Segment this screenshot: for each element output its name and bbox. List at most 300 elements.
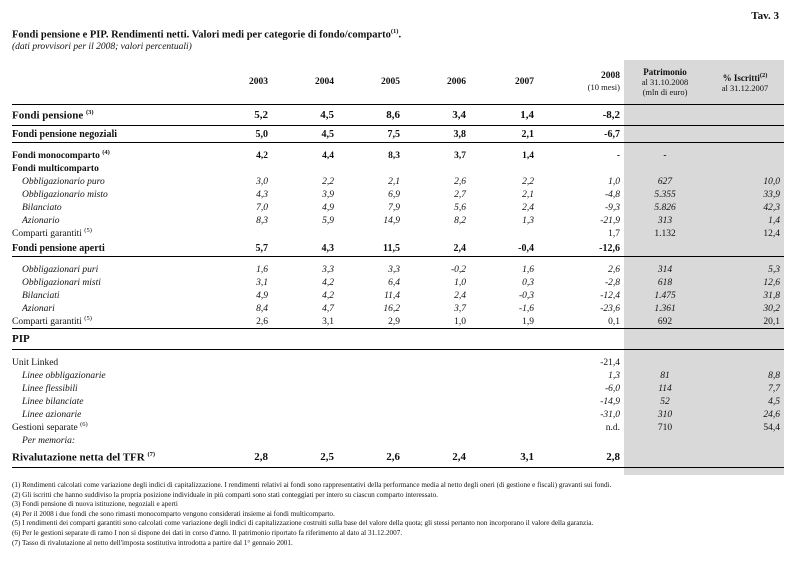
table-cell: -1,6 xyxy=(518,303,534,314)
table-row xyxy=(12,421,784,434)
footnote-ref: (5) xyxy=(84,227,92,235)
table-cell: 2,4 xyxy=(404,240,470,257)
row-label-text: Obbligazionari misti xyxy=(22,277,101,288)
table-cell: 4,5 xyxy=(272,126,338,143)
footnote: (1) Rendimenti calcolati come variazione degli indici di capitalizzazione. I rendimenti relativi ai fondi sono rappresentativi della performance media al netto degli oneri (di gestione e fiscali) gravanti sui fondi. xyxy=(12,481,612,489)
table-cell xyxy=(470,408,538,421)
table-cell xyxy=(272,227,338,240)
table-cell: 692 xyxy=(624,315,706,329)
table-row xyxy=(12,149,784,162)
row-label xyxy=(12,263,202,276)
table-cell: 1,3 xyxy=(608,370,620,381)
table-cell xyxy=(404,356,470,369)
table-row xyxy=(12,382,784,395)
footnote: (7) Tasso di rivalutazione al netto dell'imposta sostitutiva introdotta a partire dal 1° gennaio 2001. xyxy=(12,538,293,547)
table-cell xyxy=(470,421,538,434)
table-cell: 2,6 xyxy=(454,176,466,187)
table-cell: 710 xyxy=(657,422,673,433)
table-cell: 2,4 xyxy=(454,290,466,301)
row-label-text: Comparti garantiti xyxy=(12,317,82,328)
footnotes xyxy=(12,481,792,548)
table-cell: -9,3 xyxy=(604,202,620,213)
table-cell: 1,4 xyxy=(522,150,534,161)
table-cell xyxy=(202,434,272,447)
table-cell: 16,2 xyxy=(383,303,400,314)
table-cell xyxy=(338,382,404,395)
table-cell: 3,1 xyxy=(256,277,268,288)
table-cell xyxy=(202,162,272,175)
row-label xyxy=(12,395,202,408)
row-label xyxy=(12,421,202,434)
table-cell xyxy=(470,395,538,408)
row-label-text: Azionari xyxy=(22,303,55,314)
table-cell: 54,4 xyxy=(763,422,780,433)
returns-table xyxy=(12,60,784,468)
table-cell: -6,0 xyxy=(604,383,620,394)
table-cell: 314 xyxy=(657,264,673,275)
table-cell xyxy=(272,329,338,350)
table-row xyxy=(12,105,784,126)
table-cell: 3,3 xyxy=(388,264,400,275)
table-cell: 1,6 xyxy=(522,264,534,275)
table-cell xyxy=(202,369,272,382)
table-row xyxy=(12,175,784,188)
table-row xyxy=(12,214,784,227)
footnote: (5) I rendimenti dei comparti garantiti sono calcolati come variazione degli indici di capitalizzazione costruiti sulla base del valore della quota; gli stessi pertanto non incorporano il valore della garanzia. xyxy=(12,519,594,528)
table-cell: 3,1 xyxy=(470,447,538,468)
table-cell: 5,7 xyxy=(202,240,272,257)
table-row xyxy=(12,227,784,240)
table-cell: 12,4 xyxy=(763,228,780,239)
table-cell: 2,8 xyxy=(538,447,624,468)
table-cell: -0,2 xyxy=(450,264,466,275)
header-2004: 2004 xyxy=(272,60,338,105)
table-cell: 1.132 xyxy=(654,228,676,239)
footnote-ref: (5) xyxy=(84,315,92,323)
table-cell: 2,5 xyxy=(272,447,338,468)
table-cell: 2,7 xyxy=(454,189,466,200)
table-cell: 4,2 xyxy=(256,150,268,161)
table-cell: 1.361 xyxy=(654,303,676,314)
header-patrimonio-unit: (mln di euro) xyxy=(642,87,688,97)
table-cell xyxy=(706,126,784,143)
row-label xyxy=(12,315,202,329)
table-row xyxy=(12,162,784,175)
table-cell xyxy=(706,434,784,447)
row-label-text: Gestioni separate xyxy=(12,423,78,434)
table-cell: 2,1 xyxy=(522,189,534,200)
table-row xyxy=(12,240,784,257)
table-cell xyxy=(706,240,784,257)
row-label-text: PIP xyxy=(12,333,30,345)
table-cell: 11,5 xyxy=(338,240,404,257)
table-row xyxy=(12,408,784,421)
table-cell: 1,0 xyxy=(608,176,620,187)
row-label-text: Linee obbligazionarie xyxy=(22,370,106,381)
table-cell: 2,6 xyxy=(338,447,404,468)
table-cell: 1,4 xyxy=(470,105,538,126)
table-cell xyxy=(624,162,706,175)
table-cell xyxy=(624,126,706,143)
table-cell xyxy=(470,369,538,382)
table-cell: -12,6 xyxy=(538,240,624,257)
table-cell: 4,9 xyxy=(322,202,334,213)
table-cell: 5.826 xyxy=(654,202,676,213)
table-cell: 11,4 xyxy=(384,290,400,301)
table-cell xyxy=(470,356,538,369)
footnote: (2) Gli iscritti che hanno suddiviso la propria posizione individuale in più comparti sono stati conteggiati per intero su ciascun comparto interessato. xyxy=(12,490,438,499)
table-cell xyxy=(202,408,272,421)
table-cell: 2,8 xyxy=(202,447,272,468)
row-label-text: Comparti garantiti xyxy=(12,229,82,240)
row-label-text: Obbligazionario misto xyxy=(22,189,108,200)
header-2003: 2003 xyxy=(202,60,272,105)
table-cell: 313 xyxy=(657,215,673,226)
table-cell: 52 xyxy=(660,396,670,407)
table-cell xyxy=(538,329,624,350)
table-cell: 1,9 xyxy=(470,315,538,329)
table-cell xyxy=(624,105,706,126)
table-row xyxy=(12,434,784,447)
table-cell xyxy=(202,395,272,408)
table-cell: 2,2 xyxy=(322,176,334,187)
header-2008 xyxy=(538,60,624,105)
table-row xyxy=(12,369,784,382)
table-cell: 1,7 xyxy=(608,228,620,239)
table-cell xyxy=(706,329,784,350)
table-cell: 14,9 xyxy=(383,215,400,226)
table-cell: 4,3 xyxy=(272,240,338,257)
table-cell xyxy=(706,105,784,126)
table-cell: 5.355 xyxy=(654,189,676,200)
table-cell: 3,7 xyxy=(454,150,466,161)
table-cell: -31,0 xyxy=(600,409,620,420)
table-cell: - xyxy=(616,150,620,161)
row-label-text: Linee flessibili xyxy=(22,383,78,394)
table-cell xyxy=(272,408,338,421)
table-cell xyxy=(202,329,272,350)
table-cell: 8,4 xyxy=(256,303,268,314)
table-cell: 627 xyxy=(657,176,673,187)
table-cell: 20,1 xyxy=(706,315,784,329)
table-cell xyxy=(338,356,404,369)
table-cell: 8,2 xyxy=(454,215,466,226)
table-cell: 7,5 xyxy=(338,126,404,143)
table-cell: 3,0 xyxy=(256,176,268,187)
table-cell xyxy=(202,382,272,395)
row-label xyxy=(12,105,202,126)
row-label-text: Obbligazionari puri xyxy=(22,264,99,275)
table-cell: 2,6 xyxy=(608,264,620,275)
table-cell: 7,0 xyxy=(256,202,268,213)
table-cell: 1,0 xyxy=(454,277,466,288)
table-cell xyxy=(202,356,272,369)
table-row xyxy=(12,302,784,315)
row-label xyxy=(12,162,202,175)
table-cell: 3,9 xyxy=(322,189,334,200)
row-label-text: Fondi pensione negoziali xyxy=(12,128,118,140)
table-cell xyxy=(624,356,706,369)
table-cell xyxy=(404,162,470,175)
table-cell: 42,3 xyxy=(763,202,780,213)
table-row xyxy=(12,356,784,369)
table-row xyxy=(12,289,784,302)
table-cell: -8,2 xyxy=(538,105,624,126)
row-label xyxy=(12,382,202,395)
table-cell xyxy=(338,421,404,434)
table-cell xyxy=(404,369,470,382)
table-cell xyxy=(624,447,706,468)
row-label-text: Obbligazionario puro xyxy=(22,176,105,187)
table-cell: 2,6 xyxy=(202,315,272,329)
footnote: (4) Per il 2008 i due fondi che sono rimasti monocomparto vengono considerati insieme ai fondi multicomparto. xyxy=(12,509,335,518)
title-end: . xyxy=(398,29,402,41)
table-cell xyxy=(706,149,784,162)
row-label xyxy=(12,447,202,468)
row-label xyxy=(12,188,202,201)
header-2005: 2005 xyxy=(338,60,404,105)
table-cell: -0,3 xyxy=(518,290,534,301)
header-iscritti xyxy=(706,60,784,105)
row-label xyxy=(12,329,202,350)
row-label-text: Per memoria: xyxy=(22,435,76,446)
header-iscritti-title: % Iscritti xyxy=(722,73,760,83)
table-cell: 114 xyxy=(658,383,672,394)
row-label-text: Fondi pensione xyxy=(12,109,84,122)
header-row xyxy=(12,60,784,105)
header-2007: 2007 xyxy=(470,60,538,105)
table-cell: 2,4 xyxy=(522,202,534,213)
table-cell xyxy=(470,434,538,447)
table-cell: -4,8 xyxy=(604,189,620,200)
table-cell xyxy=(404,395,470,408)
table-cell: 7,7 xyxy=(768,383,780,394)
table-title xyxy=(12,28,401,41)
header-patrimonio-date: al 31.10.2008 xyxy=(641,77,689,87)
table-cell: 4,5 xyxy=(272,105,338,126)
title-text: Fondi pensione e PIP. Rendimenti netti. Valori medi per categorie di fondo/comparto xyxy=(12,29,391,41)
table-cell xyxy=(706,356,784,369)
table-row xyxy=(12,447,784,468)
title-footnote-ref: (1) xyxy=(390,28,399,35)
table-cell: 8,3 xyxy=(256,215,268,226)
table-body xyxy=(12,105,784,468)
row-label-text: Fondi pensione aperti xyxy=(12,242,105,254)
table-cell: 5,2 xyxy=(202,105,272,126)
table-cell: 5,6 xyxy=(454,202,466,213)
row-label xyxy=(12,201,202,214)
header-2008-sub: (10 mesi) xyxy=(587,82,620,92)
table-cell xyxy=(272,162,338,175)
row-label-text: Linee azionarie xyxy=(22,409,82,420)
table-cell xyxy=(338,329,404,350)
row-label xyxy=(12,214,202,227)
table-cell: 4,9 xyxy=(256,290,268,301)
footnote-ref: (7) xyxy=(147,450,156,458)
row-label xyxy=(12,227,202,240)
table-cell xyxy=(338,162,404,175)
table-cell xyxy=(706,162,784,175)
table-subtitle: (dati provvisori per il 2008; valori percentuali) xyxy=(12,42,192,52)
table-cell: 2,1 xyxy=(470,126,538,143)
table-cell: 1.475 xyxy=(654,290,676,301)
table-cell xyxy=(338,395,404,408)
table-cell: 0,1 xyxy=(538,315,624,329)
table-cell: -14,9 xyxy=(600,396,620,407)
table-cell xyxy=(272,382,338,395)
table-cell xyxy=(202,227,272,240)
table-cell: 8,3 xyxy=(388,150,400,161)
table-row xyxy=(12,126,784,143)
table-cell xyxy=(624,434,706,447)
row-label xyxy=(12,126,202,143)
row-label xyxy=(12,149,202,162)
table-row xyxy=(12,263,784,276)
table-cell: 3,1 xyxy=(272,315,338,329)
table-cell: 4,7 xyxy=(322,303,334,314)
row-label-text: Linee bilanciate xyxy=(22,396,84,407)
row-label-text: Fondi multicomparto xyxy=(12,163,99,174)
table-cell: n.d. xyxy=(605,422,620,433)
table-row xyxy=(12,201,784,214)
row-label xyxy=(12,289,202,302)
table-cell: 618 xyxy=(657,277,673,288)
table-cell xyxy=(538,434,624,447)
table-row xyxy=(12,276,784,289)
table-cell: 310 xyxy=(657,409,673,420)
table-number: Tav. 3 xyxy=(751,10,779,22)
table-cell: 4,2 xyxy=(322,290,334,301)
table-cell xyxy=(338,369,404,382)
table-cell xyxy=(470,227,538,240)
table-cell: 33,9 xyxy=(763,189,780,200)
row-label xyxy=(12,434,202,447)
table-cell xyxy=(338,408,404,421)
row-label xyxy=(12,276,202,289)
table-cell xyxy=(404,382,470,395)
table-cell xyxy=(404,329,470,350)
table-cell: 4,5 xyxy=(768,396,780,407)
footnote-ref: (6) xyxy=(80,421,88,429)
table-cell xyxy=(272,434,338,447)
table-cell xyxy=(202,421,272,434)
table-row xyxy=(12,329,784,350)
table-cell: -12,4 xyxy=(600,290,620,301)
row-label-text: Azionario xyxy=(22,215,60,226)
header-2006: 2006 xyxy=(404,60,470,105)
table-cell: 6,4 xyxy=(388,277,400,288)
table-cell xyxy=(272,421,338,434)
header-2008-year: 2008 xyxy=(601,71,620,81)
table-cell: 3,7 xyxy=(454,303,466,314)
header-patrimonio-title: Patrimonio xyxy=(643,67,687,77)
row-label-text: Fondi monocomparto xyxy=(12,151,100,162)
table-cell: 1,0 xyxy=(404,315,470,329)
table-cell: -6,7 xyxy=(538,126,624,143)
footnote-ref: (4) xyxy=(102,149,110,157)
table-cell xyxy=(470,382,538,395)
row-label-text: Bilanciati xyxy=(22,290,60,301)
table-cell: 4,4 xyxy=(322,150,334,161)
table-cell: 5,0 xyxy=(202,126,272,143)
table-cell: 10,0 xyxy=(763,176,780,187)
table-cell xyxy=(404,434,470,447)
header-iscritti-ref: (2) xyxy=(759,72,768,79)
table-cell xyxy=(272,395,338,408)
table-cell xyxy=(470,162,538,175)
table-cell xyxy=(706,447,784,468)
table-cell xyxy=(470,329,538,350)
table-cell xyxy=(404,421,470,434)
table-cell: 12,6 xyxy=(763,277,780,288)
table-cell xyxy=(272,356,338,369)
table-cell xyxy=(338,227,404,240)
footnote: (3) Fondi pensione di nuova istituzione, negoziali e aperti xyxy=(12,500,178,509)
table-row xyxy=(12,395,784,408)
table-cell: 3,8 xyxy=(404,126,470,143)
table-cell xyxy=(272,369,338,382)
table-cell: 1,4 xyxy=(768,215,780,226)
table-cell xyxy=(538,162,624,175)
row-label-text: Unit Linked xyxy=(12,357,59,368)
table-cell: 3,4 xyxy=(404,105,470,126)
table-cell: 7,9 xyxy=(388,202,400,213)
row-label xyxy=(12,240,202,257)
header-label xyxy=(12,60,202,105)
table-cell: 5,3 xyxy=(768,264,780,275)
table-cell xyxy=(404,227,470,240)
table-cell: -23,6 xyxy=(600,303,620,314)
table-cell: -21,4 xyxy=(600,357,620,368)
table-cell: 6,9 xyxy=(388,189,400,200)
table-cell: 1,6 xyxy=(256,264,268,275)
row-label xyxy=(12,175,202,188)
footnote: (6) Per le gestioni separate di ramo I non si dispone dei dati in corso d'anno. Il patrimonio riportato fa riferimento al dato al 31.12.2007. xyxy=(12,528,403,537)
table-cell: 8,8 xyxy=(768,370,780,381)
table-cell: 5,9 xyxy=(322,215,334,226)
table-cell: 3,3 xyxy=(322,264,334,275)
table-cell: 31,8 xyxy=(763,290,780,301)
table-cell xyxy=(338,434,404,447)
table-cell: -2,8 xyxy=(604,277,620,288)
table-cell: 4,2 xyxy=(322,277,334,288)
table-cell: 0,3 xyxy=(522,277,534,288)
table-cell: 24,6 xyxy=(763,409,780,420)
table-row xyxy=(12,188,784,201)
table-row xyxy=(12,315,784,329)
table-cell: 2,9 xyxy=(338,315,404,329)
row-label-text: Rivalutazione netta del TFR xyxy=(12,451,145,464)
table-cell: 81 xyxy=(660,370,670,381)
row-label xyxy=(12,302,202,315)
row-label-text: Bilanciato xyxy=(22,202,62,213)
row-label xyxy=(12,408,202,421)
table-cell: - xyxy=(663,150,667,161)
table-cell: 8,6 xyxy=(338,105,404,126)
table-cell: 30,2 xyxy=(763,303,780,314)
header-patrimonio xyxy=(624,60,706,105)
table-cell xyxy=(404,408,470,421)
table-cell: 4,3 xyxy=(256,189,268,200)
table-cell xyxy=(624,240,706,257)
table-cell: -0,4 xyxy=(470,240,538,257)
table-cell: 2,2 xyxy=(522,176,534,187)
header-iscritti-date: al 31.12.2007 xyxy=(721,83,769,93)
table-cell: -21,9 xyxy=(600,215,620,226)
footnote-ref: (3) xyxy=(85,108,94,116)
row-label xyxy=(12,369,202,382)
row-label xyxy=(12,356,202,369)
